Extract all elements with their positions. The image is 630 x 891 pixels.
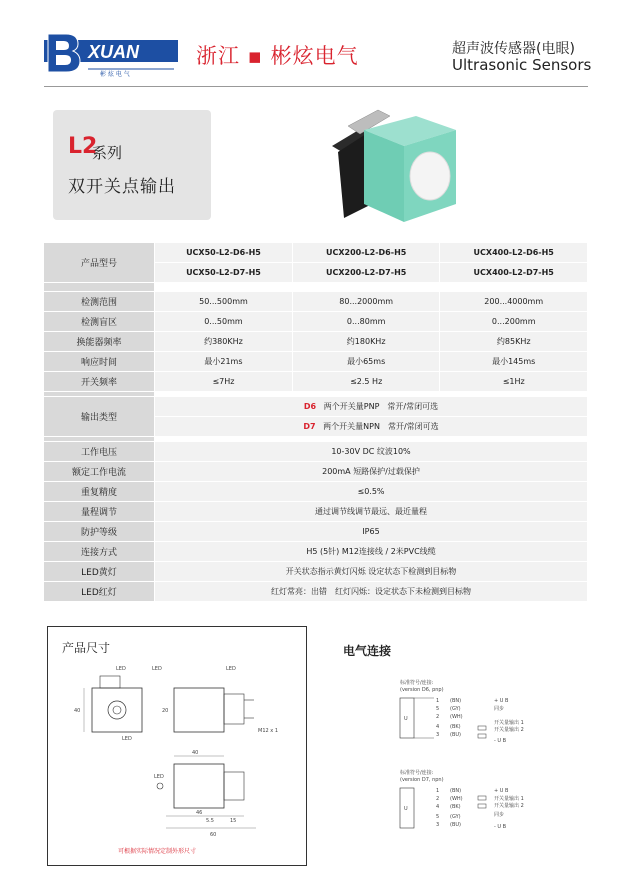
svg-text:(GY): (GY): [450, 814, 461, 820]
svg-text:(WH): (WH): [450, 714, 463, 720]
d7-version: (version D7, npn): [400, 777, 444, 783]
table-cell: 200...4000mm: [440, 292, 588, 312]
table-row: [44, 522, 588, 542]
table-row-spacer: [44, 283, 588, 292]
wiring-diagram: [398, 676, 568, 836]
dim-led: LED: [226, 666, 236, 672]
table-cell: 200mA 短路保护/过载保护: [155, 462, 588, 482]
table-cell: 约180KHz: [292, 332, 440, 352]
logo-sub: 彬 炫 电 气: [100, 71, 130, 78]
dim-led: LED: [154, 774, 164, 780]
table-cell: 约380KHz: [155, 332, 293, 352]
svg-text:(BN): (BN): [450, 788, 462, 794]
dimension-drawing: [70, 660, 290, 840]
row-label: 防护等级: [44, 522, 155, 542]
row-label: 工作电压: [44, 442, 155, 462]
table-row: [44, 397, 588, 417]
table-cell: 0...80mm: [292, 312, 440, 332]
output-code: D6: [303, 402, 317, 411]
row-label: 产品型号: [44, 243, 155, 283]
table-cell: 约85KHz: [440, 332, 588, 352]
product-photo: [318, 108, 468, 228]
table-cell: 红灯常亮：出错 红灯闪烁：设定状态下未检测到目标物: [155, 582, 588, 602]
svg-text:3: 3: [436, 822, 440, 828]
row-label: LED红灯: [44, 582, 155, 602]
output-d6: [155, 397, 588, 417]
table-cell: 最小145ms: [440, 352, 588, 372]
table-cell: ≤0.5%: [155, 482, 588, 502]
svg-text:(GY): (GY): [450, 706, 461, 712]
svg-text:同步: 同步: [494, 706, 505, 712]
spec-table: [43, 242, 588, 602]
svg-text:(BK): (BK): [450, 804, 461, 810]
table-cell: UCX400-L2-D6-H5: [440, 243, 588, 263]
row-label: 检测范围: [44, 292, 155, 312]
table-row: [44, 372, 588, 392]
svg-text:开关量输出 1: 开关量输出 1: [494, 720, 524, 726]
table-row: [44, 542, 588, 562]
series-code: L2: [68, 134, 98, 159]
header-divider: [44, 86, 588, 87]
d6-version: (version D6, pnp): [400, 687, 444, 693]
u-symbol: U: [404, 716, 408, 722]
table-cell: 开关状态指示黄灯闪烁 设定状态下检测到目标物: [155, 562, 588, 582]
d6-tail: - U B: [494, 738, 507, 744]
row-label: 输出类型: [44, 397, 155, 437]
svg-text:(BU): (BU): [450, 822, 461, 828]
dim-40b: 40: [192, 750, 199, 756]
table-row: [44, 243, 588, 263]
table-row: [44, 482, 588, 502]
series-panel: [53, 110, 211, 220]
d6-label: 标准符号/连接:: [400, 680, 434, 686]
table-cell: 10-30V DC 纹波10%: [155, 442, 588, 462]
table-cell: UCX50-L2-D6-H5: [155, 243, 293, 263]
row-label: 换能器频率: [44, 332, 155, 352]
row-label: 响应时间: [44, 352, 155, 372]
svg-text:- U B: - U B: [494, 824, 507, 830]
output-text: 两个开关量PNP 常开/常闭可选: [323, 402, 439, 411]
product-name-cn: 超声波传感器(电眼): [452, 41, 575, 57]
table-row: [44, 332, 588, 352]
table-cell: UCX400-L2-D7-H5: [440, 263, 588, 283]
table-cell: 0...200mm: [440, 312, 588, 332]
output-text: 两个开关量NPN 常开/常闭可选: [323, 422, 439, 431]
logo-text: XUAN: [88, 42, 140, 62]
dim-46: 46: [196, 810, 203, 816]
svg-text:开关量输出 1: 开关量输出 1: [494, 796, 524, 802]
svg-text:开关量输出 2: 开关量输出 2: [494, 803, 524, 809]
output-d7: [155, 417, 588, 437]
dim-55: 5.5: [206, 818, 214, 824]
table-cell: 80...2000mm: [292, 292, 440, 312]
brand-name: 浙江 ▪ 彬炫电气: [196, 44, 359, 68]
dimension-note: 可根据实际情况定制外形尺寸: [118, 848, 197, 855]
d6-wire: [436, 698, 524, 738]
dim-20: 20: [162, 708, 169, 714]
row-label: 检测盲区: [44, 312, 155, 332]
svg-text:5: 5: [436, 706, 440, 712]
table-row: [44, 312, 588, 332]
svg-text:1: 1: [436, 788, 440, 794]
table-cell: UCX200-L2-D6-H5: [292, 243, 440, 263]
table-cell: 最小21ms: [155, 352, 293, 372]
svg-text:(BU): (BU): [450, 732, 461, 738]
svg-text:4: 4: [436, 804, 440, 810]
table-cell: UCX50-L2-D7-H5: [155, 263, 293, 283]
table-cell: UCX200-L2-D7-H5: [292, 263, 440, 283]
row-label: 额定工作电流: [44, 462, 155, 482]
d7-wire: [436, 788, 524, 830]
dimension-title: 产品尺寸: [62, 641, 111, 655]
table-row: [44, 562, 588, 582]
svg-text:(WH): (WH): [450, 796, 463, 802]
row-label: 量程调节: [44, 502, 155, 522]
table-row: [44, 352, 588, 372]
product-name-en: Ultrasonic Sensors: [452, 56, 592, 74]
svg-text:4: 4: [436, 724, 440, 730]
electrical-title: 电气连接: [343, 644, 392, 658]
table-cell: ≤1Hz: [440, 372, 588, 392]
table-row: [44, 292, 588, 312]
series-suffix: 系列: [92, 144, 123, 162]
row-label: 重复精度: [44, 482, 155, 502]
svg-text:(BK): (BK): [450, 724, 461, 730]
svg-text:1: 1: [436, 698, 440, 704]
svg-text:(BN): (BN): [450, 698, 462, 704]
table-cell: H5 (5针) M12连接线 / 2米PVC线缆: [155, 542, 588, 562]
dim-led: LED: [152, 666, 162, 672]
dim-led: LED: [116, 666, 126, 672]
table-row: [44, 502, 588, 522]
row-label: 开关频率: [44, 372, 155, 392]
svg-text:开关量输出 2: 开关量输出 2: [494, 727, 524, 733]
svg-text:+ U B: + U B: [494, 788, 509, 794]
dim-led: LED: [122, 736, 132, 742]
dim-60: 60: [210, 832, 217, 838]
dim-40: 40: [74, 708, 81, 714]
table-cell: IP65: [155, 522, 588, 542]
table-cell: 最小65ms: [292, 352, 440, 372]
table-cell: ≤2.5 Hz: [292, 372, 440, 392]
table-row: [44, 582, 588, 602]
table-row: [44, 442, 588, 462]
svg-text:2: 2: [436, 796, 440, 802]
table-cell: ≤7Hz: [155, 372, 293, 392]
svg-text:同步: 同步: [494, 812, 505, 818]
series-description: 双开关点输出: [68, 177, 176, 197]
svg-text:2: 2: [436, 714, 440, 720]
row-label: LED黄灯: [44, 562, 155, 582]
dim-15: 15: [230, 818, 237, 824]
table-row: [44, 462, 588, 482]
u-symbol: U: [404, 806, 408, 812]
svg-text:3: 3: [436, 732, 440, 738]
svg-text:+ U B: + U B: [494, 698, 509, 704]
table-cell: 50...500mm: [155, 292, 293, 312]
output-code: D7: [303, 422, 316, 431]
row-label: 连接方式: [44, 542, 155, 562]
table-cell: 通过调节线调节最远、最近量程: [155, 502, 588, 522]
d7-label: 标准符号/连接:: [400, 770, 434, 776]
dim-m12: M12 x 1: [258, 728, 278, 734]
svg-text:5: 5: [436, 814, 440, 820]
table-cell: 0...50mm: [155, 312, 293, 332]
company-logo: [44, 34, 178, 78]
